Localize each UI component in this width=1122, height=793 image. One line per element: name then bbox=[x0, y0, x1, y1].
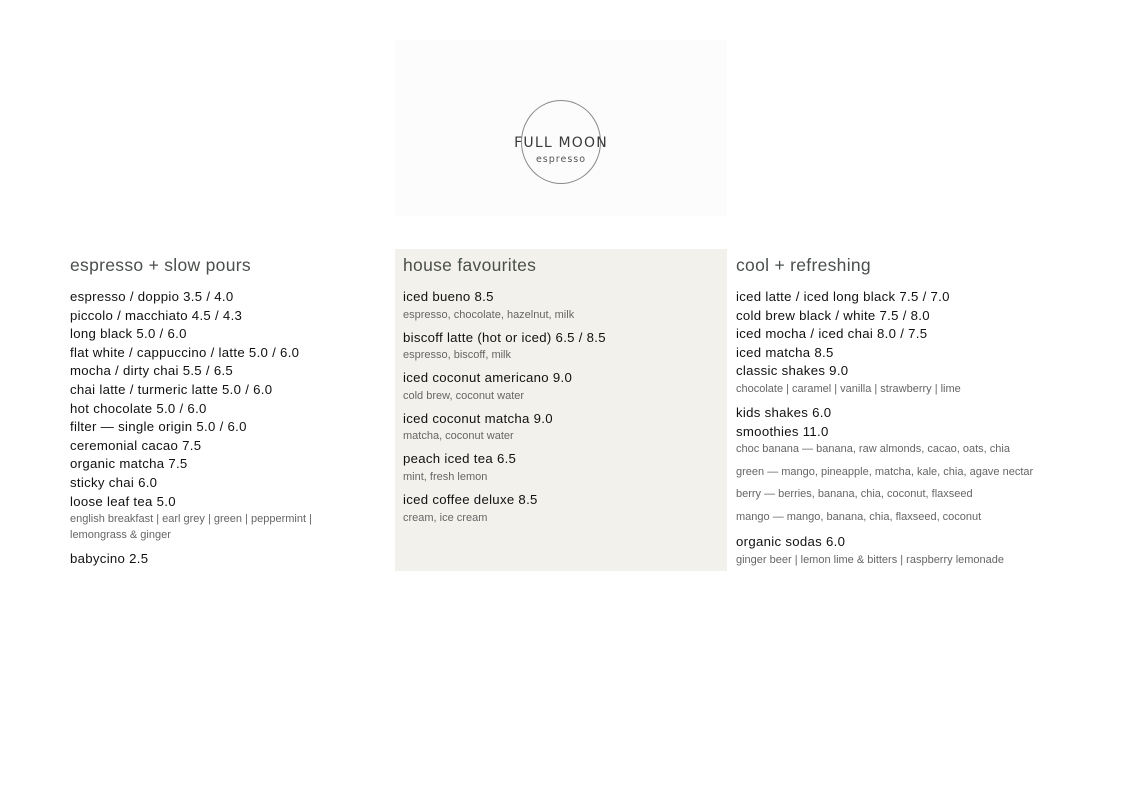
smoothie-option: green — mango, pineapple, matcha, kale, chia, agave nectar bbox=[736, 465, 1034, 478]
menu-item: biscoff latte (hot or iced) 6.5 / 8.5 bbox=[403, 329, 606, 345]
menu-item-block bbox=[403, 491, 719, 526]
smoothie-option: berry — berries, banana, chia, coconut, flaxseed bbox=[736, 488, 973, 501]
shake-flavours: chocolate | caramel | vanilla | strawberry | lime bbox=[736, 382, 961, 395]
logo-tagline: espresso bbox=[535, 154, 587, 165]
menu-item: filter — single origin 5.0 / 6.0 bbox=[70, 419, 247, 435]
menu-item: babycino 2.5 bbox=[70, 551, 149, 567]
menu-item-block bbox=[403, 410, 719, 445]
menu-item: organic sodas 6.0 bbox=[736, 533, 846, 549]
menu-item: organic matcha 7.5 bbox=[70, 456, 188, 472]
menu-item: iced bueno 8.5 bbox=[403, 289, 494, 304]
menu-item-description: cream, ice cream bbox=[403, 511, 488, 524]
cool-refreshing-column bbox=[727, 249, 1062, 573]
smoothie-option: choc banana — banana, raw almonds, cacao, oats, chia bbox=[736, 443, 1010, 456]
menu-item-block bbox=[403, 450, 719, 485]
menu-item-description: cold brew, coconut water bbox=[403, 389, 525, 402]
menu-item: iced coconut matcha 9.0 bbox=[403, 410, 553, 426]
menu-item: hot chocolate 5.0 / 6.0 bbox=[70, 400, 207, 416]
menu-item: espresso / doppio 3.5 / 4.0 bbox=[70, 289, 234, 304]
menu-item: iced matcha 8.5 bbox=[736, 344, 834, 360]
logo-name: FULL MOON bbox=[514, 135, 608, 151]
house-favourites-column bbox=[395, 249, 727, 571]
menu-item: sticky chai 6.0 bbox=[70, 474, 158, 490]
logo-panel bbox=[395, 40, 727, 216]
menu-item-block bbox=[403, 329, 719, 364]
menu-item-block bbox=[403, 369, 719, 404]
menu-item: peach iced tea 6.5 bbox=[403, 451, 517, 467]
menu-item: iced coconut americano 9.0 bbox=[403, 370, 573, 386]
menu-item-block bbox=[403, 288, 719, 323]
menu-item: chai latte / turmeric latte 5.0 / 6.0 bbox=[70, 381, 273, 397]
menu-item: classic shakes 9.0 bbox=[736, 363, 849, 379]
menu-item: kids shakes 6.0 bbox=[736, 404, 832, 420]
menu-item-description: mint, fresh lemon bbox=[403, 470, 488, 483]
menu-item-description: espresso, biscoff, milk bbox=[403, 349, 512, 362]
menu-item: loose leaf tea 5.0 bbox=[70, 493, 176, 509]
menu-item: ceremonial cacao 7.5 bbox=[70, 437, 202, 453]
menu-item-description: matcha, coconut water bbox=[403, 430, 514, 443]
menu-item: iced coffee deluxe 8.5 bbox=[403, 491, 538, 507]
menu-item: iced mocha / iced chai 8.0 / 7.5 bbox=[736, 326, 928, 342]
smoothie-option: mango — mango, banana, chia, flaxseed, coconut bbox=[736, 510, 982, 523]
menu-item: long black 5.0 / 6.0 bbox=[70, 326, 187, 342]
menu-item-description: espresso, chocolate, hazelnut, milk bbox=[403, 308, 575, 321]
menu-item: piccolo / macchiato 4.5 / 4.3 bbox=[70, 307, 243, 323]
menu-item: flat white / cappuccino / latte 5.0 / 6.0 bbox=[70, 344, 300, 360]
tea-options: english breakfast | earl grey | green | peppermint | lemongrass & ginger bbox=[70, 513, 312, 542]
section-title: cool + refreshing bbox=[736, 255, 871, 275]
menu-item: smoothies 11.0 bbox=[736, 423, 829, 439]
soda-flavours: ginger beer | lemon lime & bitters | raspberry lemonade bbox=[736, 553, 1005, 566]
menu-item: cold brew black / white 7.5 / 8.0 bbox=[736, 307, 930, 323]
section-title: house favourites bbox=[403, 255, 537, 275]
menu-item: iced latte / iced long black 7.5 / 7.0 bbox=[736, 289, 950, 304]
section-title: espresso + slow pours bbox=[70, 255, 251, 275]
menu-item: mocha / dirty chai 5.5 / 6.5 bbox=[70, 363, 234, 379]
espresso-column bbox=[62, 249, 392, 569]
